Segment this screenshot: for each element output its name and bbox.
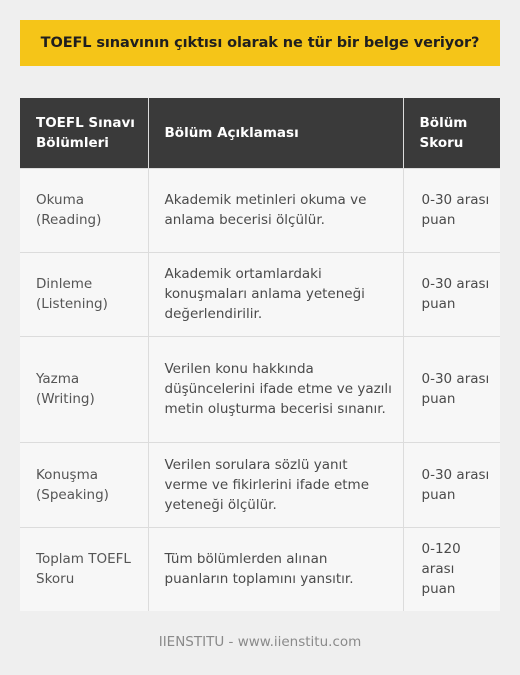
section-name: Toplam TOEFL Skoru: [20, 527, 148, 611]
page-title: TOEFL sınavının çıktısı olarak ne tür bir belge veriyor?: [40, 35, 480, 51]
section-name: Dinleme (Listening): [20, 252, 148, 336]
table-row: [20, 442, 500, 527]
header-sections: TOEFL Sınavı Bölümleri: [20, 98, 148, 168]
title-banner: [20, 20, 500, 66]
header-score: Bölüm Skoru: [403, 98, 500, 168]
toefl-sections-table: [20, 98, 500, 611]
section-name: Yazma (Writing): [20, 336, 148, 442]
table-row: [20, 527, 500, 611]
section-score: 0-30 arası puan: [403, 252, 500, 336]
section-description: Akademik metinleri okuma ve anlama becerisi ölçülür.: [148, 168, 403, 252]
footer-credit: IIENSTITU - www.iienstitu.com: [158, 634, 362, 650]
section-name: Okuma (Reading): [20, 168, 148, 252]
section-description: Verilen konu hakkında düşüncelerini ifade etme ve yazılı metin oluşturma becerisi sınanır.: [148, 336, 403, 442]
table-row: [20, 336, 500, 442]
section-score: 0-120 arası puan: [403, 527, 500, 611]
table-row: [20, 252, 500, 336]
section-description: Tüm bölümlerden alınan puanların toplamını yansıtır.: [148, 527, 403, 611]
table-header-row: [20, 98, 500, 168]
table-row: [20, 168, 500, 252]
section-score: 0-30 arası puan: [403, 336, 500, 442]
section-description: Akademik ortamlardaki konuşmaları anlama yeteneği değerlendirilir.: [148, 252, 403, 336]
section-description: Verilen sorulara sözlü yanıt verme ve fikirlerini ifade etme yeteneği ölçülür.: [148, 442, 403, 527]
section-score: 0-30 arası puan: [403, 442, 500, 527]
section-name: Konuşma (Speaking): [20, 442, 148, 527]
section-score: 0-30 arası puan: [403, 168, 500, 252]
header-description: Bölüm Açıklaması: [148, 98, 403, 168]
